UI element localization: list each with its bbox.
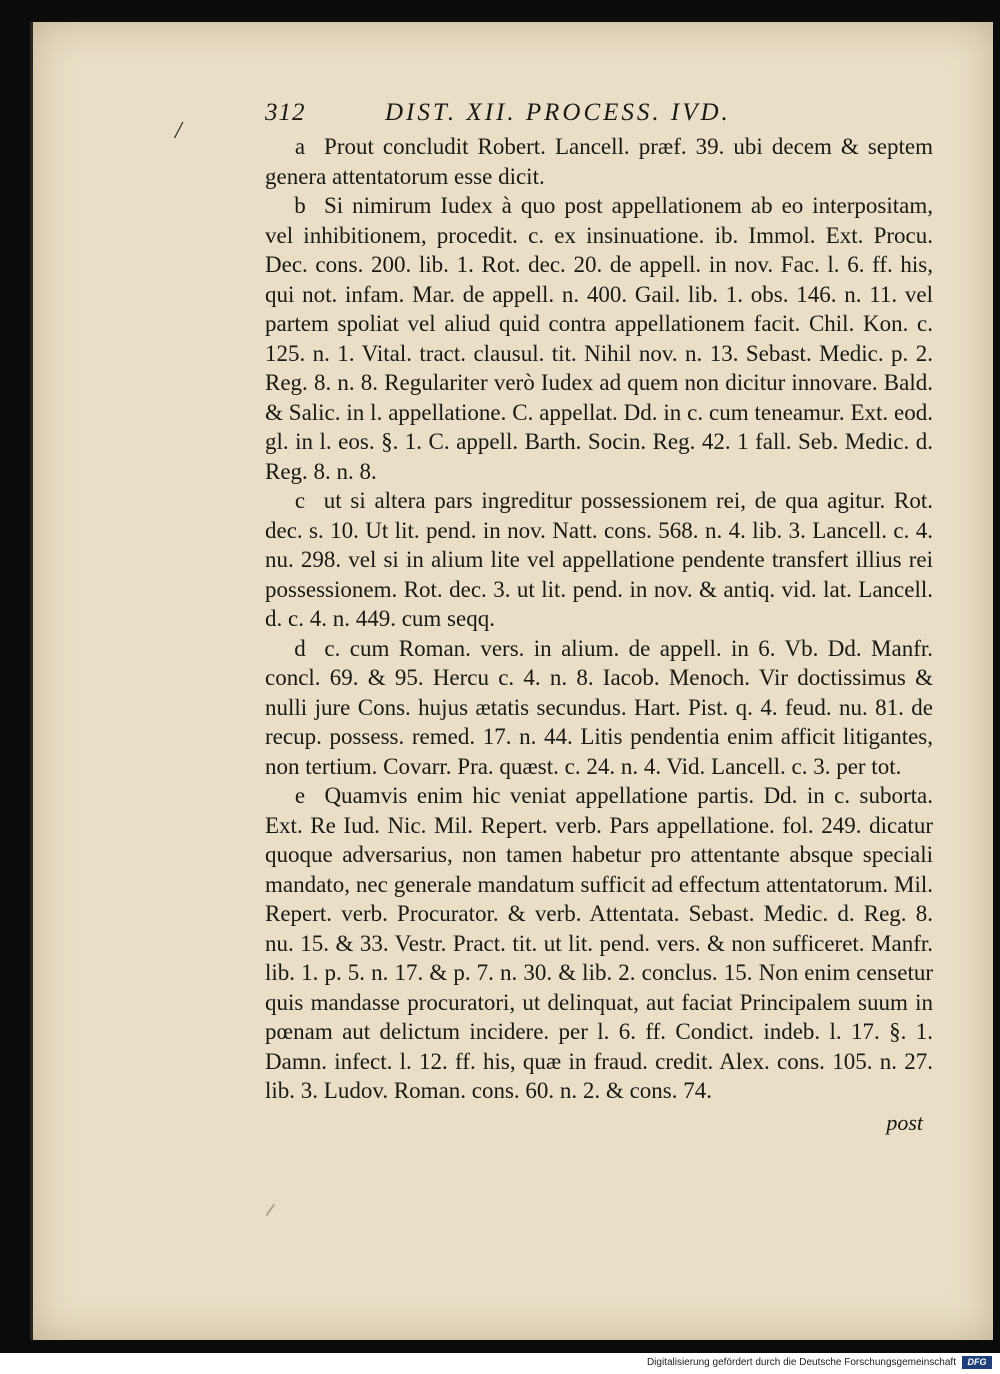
footnote-b <box>265 191 933 486</box>
footnote-letter: c <box>294 488 306 513</box>
footnote-letter: b <box>294 193 306 218</box>
page-text-block <box>265 98 933 1137</box>
page-header <box>265 98 933 132</box>
footer-credit: Digitalisierung gefördert durch die Deutsche Forschungsgemeinschaft <box>646 1357 956 1368</box>
footnote-text: c. cum Roman. vers. in alium. de appell. in 6. Vb. Dd. Manfr. concl. 69. & 95. Hercu c. 4. n. 8. Iacob. Menoch. Vir doctissimus & nulli jure Cons. hujus ætatis secundus. Hart. Pist. q. 4. feud. nu. 81. de recup. possess. remed. 17. n. 44. Litis pendentia enim afficit litigantes, non tertium. Covarr. Pra. quæst. c. 24. n. 4. Vid. Lancell. c. 3. per tot. <box>265 635 934 779</box>
dfg-logo: DFG <box>962 1356 992 1369</box>
footnote-letter: d <box>294 635 306 661</box>
footnote-d <box>265 634 933 782</box>
footnote-letter: e <box>294 783 306 808</box>
digitization-footer <box>0 1353 1000 1374</box>
footnote-text: ut si altera pars ingreditur possessionem rei, de qua agitur. Rot. dec. s. 10. Ut lit. pend. in nov. Natt. cons. 568. n. 4. lib. 3. Lancell. c. 4. nu. 298. vel si in alium lite vel appellatione pendente transfert illius rei possessionem. Rot. dec. 3. ut lit. pend. in nov. & antiq. vid. lat. Lancell. d. c. 4. n. 449. cum seqq. <box>265 488 933 631</box>
footnote-e <box>265 781 933 1106</box>
paper-mark <box>265 1204 286 1225</box>
footnote-text: Si nimirum Iudex à quo post appellationem ab eo interpositam, vel inhibitionem, procedit. c. ex insinuatione. ib. Immol. Ext. Procu. Dec. cons. 200. lib. 1. Rot. dec. 20. de appell. in nov. Fac. l. 6. ff. his, qui not. infam. Mar. de appell. n. 400. Gail. lib. 1. obs. 146. n. 11. vel partem spoliat vel aliud quid contra appellationem facit. Chil. Kon. c. 125. n. 1. Vital. tract. clausul. tit. Nihil nov. n. 13. Sebast. Medic. p. 2. Reg. 8. n. 8. Regulariter verò Iudex ad quem non dicitur innovare. Bald. & Salic. in l. appellatione. C. appellat. Dd. in c. cum teneamur. Ext. eod. gl. in l. eos. §. 1. C. appell. Barth. Socin. Reg. 42. 1 fall. Seb. Medic. d. Reg. 8. n. 8. <box>265 193 934 484</box>
running-head: DIST. XII. PROCESS. IVD. <box>385 99 731 126</box>
footnote-text: Prout concludit Robert. Lancell. præf. 39. ubi decem & septem genera attentatorum esse dicit. <box>265 134 933 189</box>
footnote-a <box>265 132 933 191</box>
footnote-text: Quamvis enim hic veniat appellatione partis. Dd. in c. suborta. Ext. Re Iud. Nic. Mil. Repert. verb. Pars appellatione. fol. 249. dicatur quoque adversarius, non tamen habetur pro attentante absque speciali mandato, nec generale mandatum sufficit ad effectum attentatorum. Mil. Repert. verb. Procurator. & verb. Attentata. Sebast. Medic. d. Reg. 8. nu. 15. & 33. Vestr. Pract. tit. ut lit. pend. vers. & non sufficeret. Manfr. lib. 1. p. 5. n. 17. & p. 7. n. 30. & lib. 2. conclus. 15. Non enim censetur quis mandasse procuratori, ut delinquat, aut faciat Principalem suum in pœnam aut delictum incidere. per l. 6. ff. Condict. indeb. l. 17. §. 1. Damn. infect. l. 12. ff. his, quæ in fraud. credit. Alex. cons. 105. n. 27. lib. 3. Ludov. Roman. cons. 60. n. 2. & cons. 74. <box>265 783 934 1103</box>
footnote-letter: a <box>294 134 306 159</box>
footnote-c <box>265 486 933 634</box>
margin-mark: / <box>175 118 182 144</box>
catchword: post <box>886 1109 923 1135</box>
page-number: 312 <box>265 99 306 126</box>
